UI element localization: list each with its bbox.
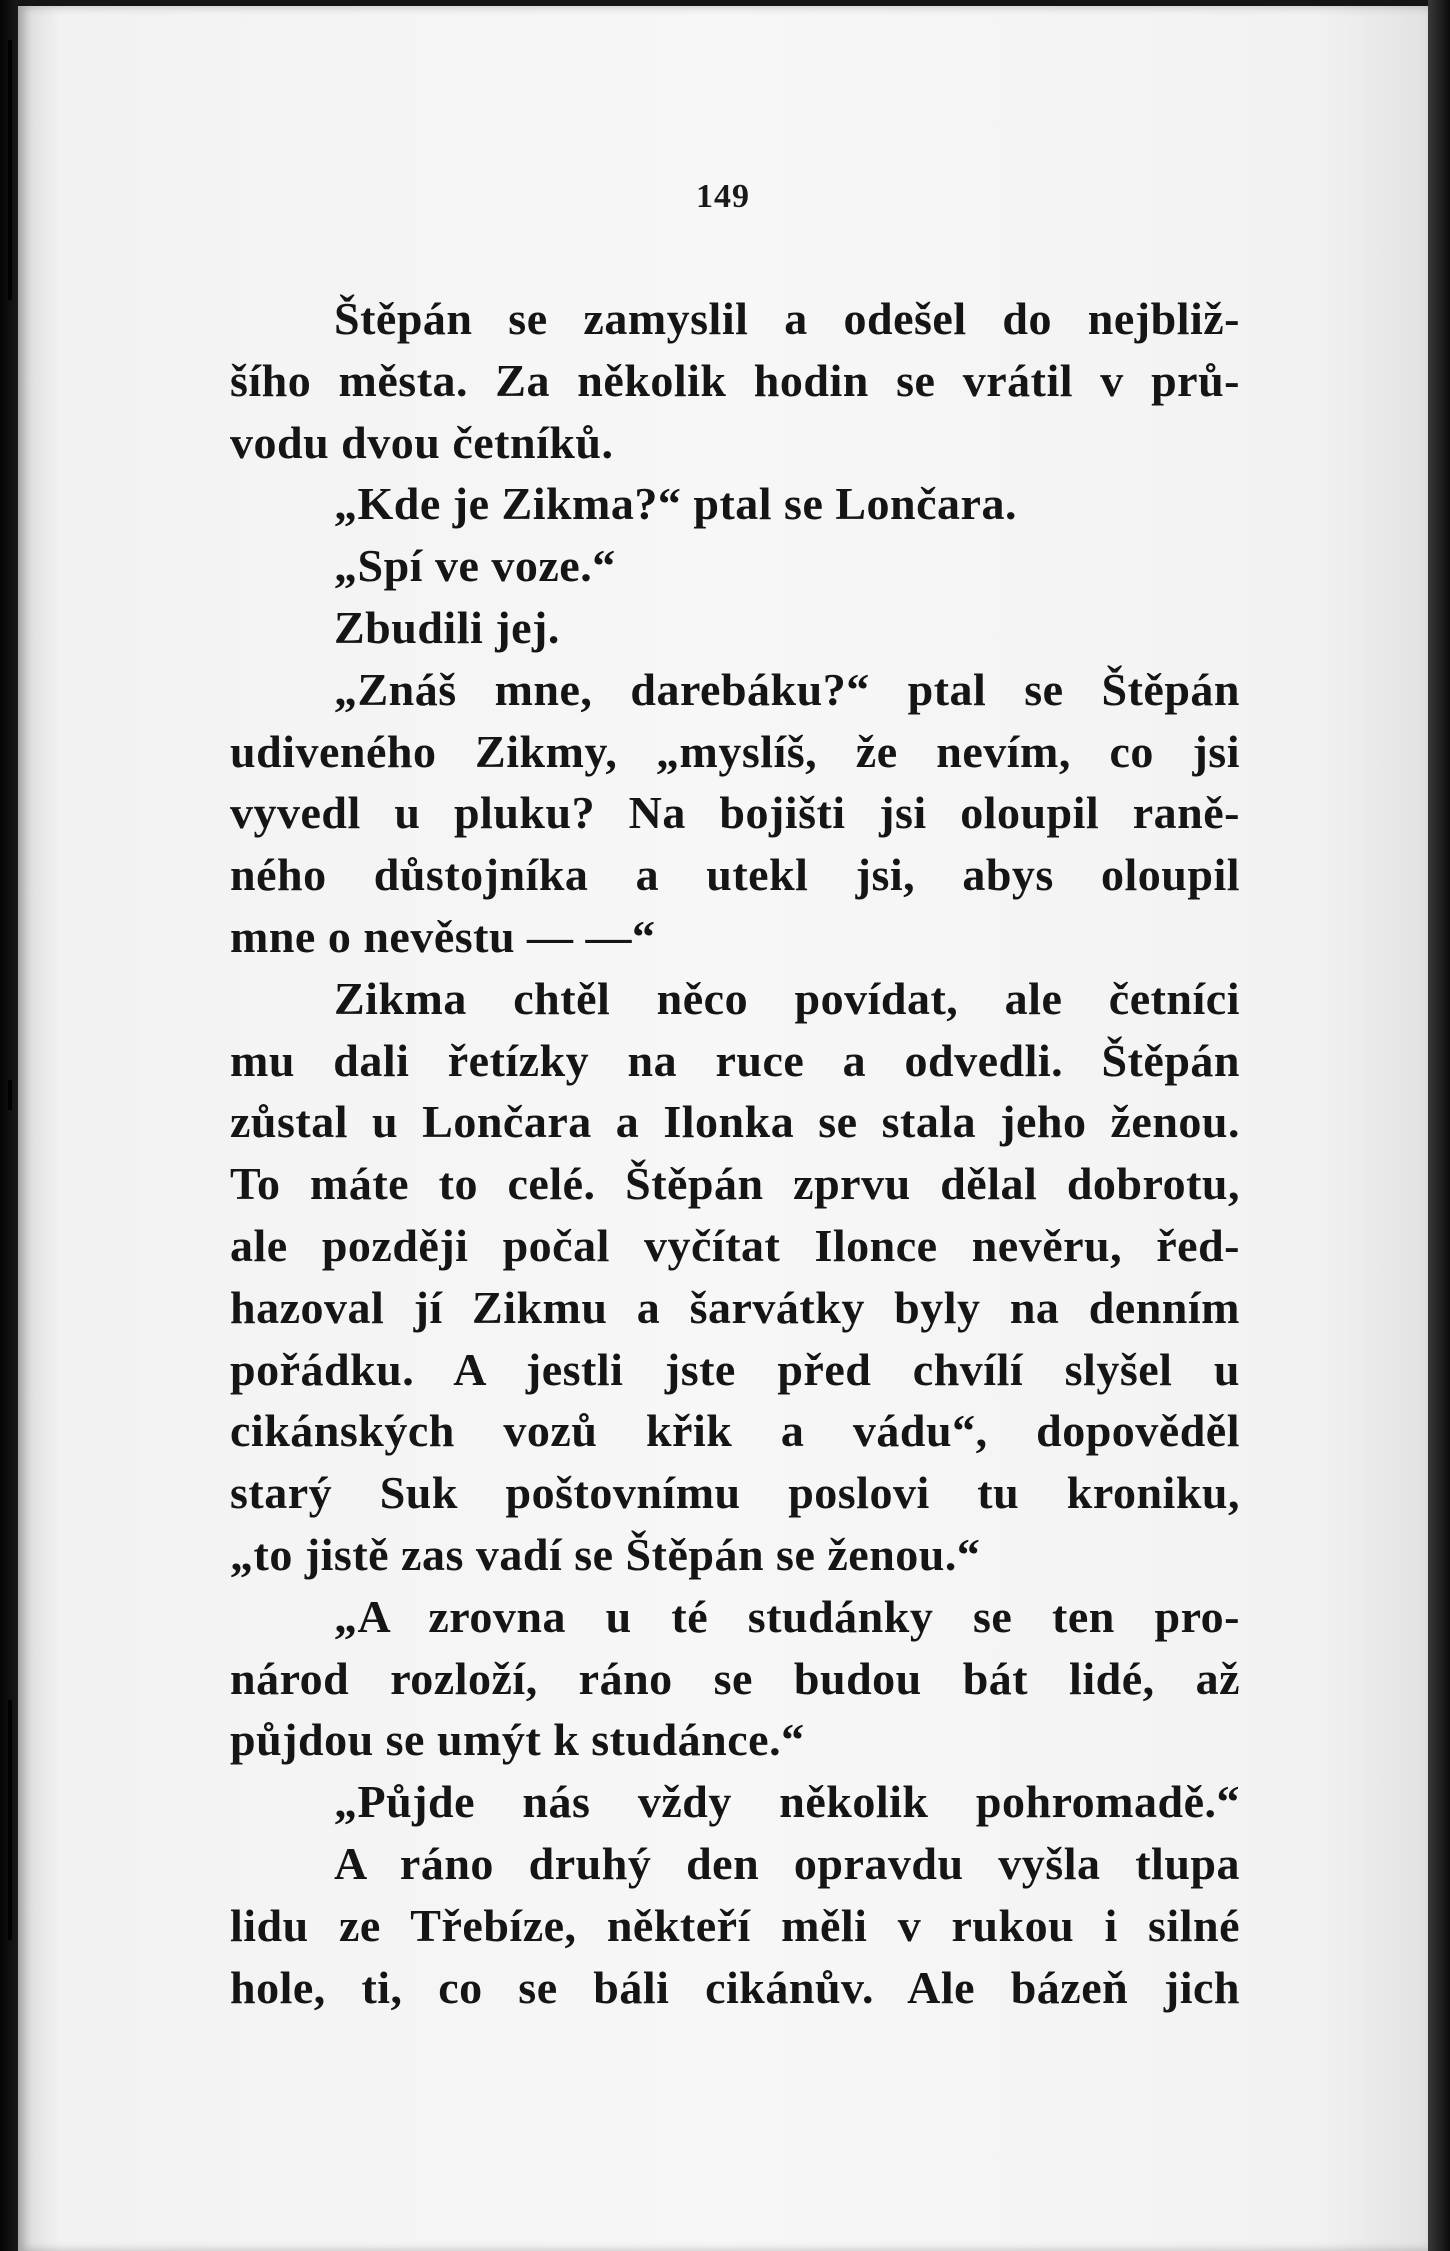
text-line: hazoval jí Zikmu a šarvátky byly na denním <box>230 1281 1240 1333</box>
text-line: zůstal u Lončara a Ilonka se stala jeho ženou. <box>230 1096 1240 1148</box>
text-line: „Znáš mne, darebáku?“ ptal se Štěpán <box>334 663 1240 715</box>
text-line: „A zrovna u té studánky se ten pro- <box>334 1590 1240 1642</box>
left-binding-edge <box>0 0 18 2251</box>
text-line: půjdou se umýt k studánce.“ <box>230 1714 805 1766</box>
book-page <box>18 6 1428 2251</box>
text-line: ného důstojníka a utekl jsi, abys oloupil <box>230 849 1240 901</box>
text-line: cikánských vozů křik a vádu“, dopověděl <box>230 1405 1240 1457</box>
text-line: starý Suk poštovnímu poslovi tu kroniku, <box>230 1467 1240 1519</box>
text-line: Zbudili jej. <box>334 601 560 653</box>
text-line: Zikma chtěl něco povídat, ale četníci <box>334 972 1240 1024</box>
text-line: „Kde je Zikma?“ ptal se Lončara. <box>334 478 1017 530</box>
text-line: pořádku. A jestli jste před chvílí slyšel u <box>230 1343 1240 1395</box>
right-page-shadow <box>1428 0 1450 2251</box>
text-line: To máte to celé. Štěpán zprvu dělal dobrotu, <box>230 1158 1240 1210</box>
binding-mark <box>8 40 12 300</box>
text-line: „Spí ve voze.“ <box>334 540 616 592</box>
page-number: 149 <box>696 178 750 215</box>
text-line: lidu ze Třebíze, někteří měli v rukou i silné <box>230 1899 1240 1951</box>
body-text <box>230 288 1240 2018</box>
text-line: šího města. Za několik hodin se vrátil v prů- <box>230 354 1240 406</box>
text-line: mu dali řetízky na ruce a odvedli. Štěpán <box>230 1034 1240 1086</box>
text-line: ale později počal vyčítat Ilonce nevěru, řed- <box>230 1219 1240 1271</box>
text-line: mne o nevěstu — —“ <box>230 910 656 962</box>
text-line: hole, ti, co se báli cikánův. Ale bázeň jich <box>230 1961 1240 2013</box>
text-line: A ráno druhý den opravdu vyšla tlupa <box>334 1837 1240 1889</box>
binding-mark <box>8 1700 12 1940</box>
text-line: udiveného Zikmy, „myslíš, že nevím, co jsi <box>230 725 1240 777</box>
text-line: národ rozloží, ráno se budou bát lidé, až <box>230 1652 1240 1704</box>
binding-mark <box>8 1080 12 1110</box>
text-line: „Půjde nás vždy několik pohromadě.“ <box>334 1776 1240 1828</box>
text-line: „to jistě zas vadí se Štěpán se ženou.“ <box>230 1528 981 1580</box>
text-line: vodu dvou četníků. <box>230 416 614 468</box>
text-line: Štěpán se zamyslil a odešel do nejbliž- <box>334 293 1240 344</box>
text-line: vyvedl u pluku? Na bojišti jsi oloupil raně- <box>230 787 1240 839</box>
